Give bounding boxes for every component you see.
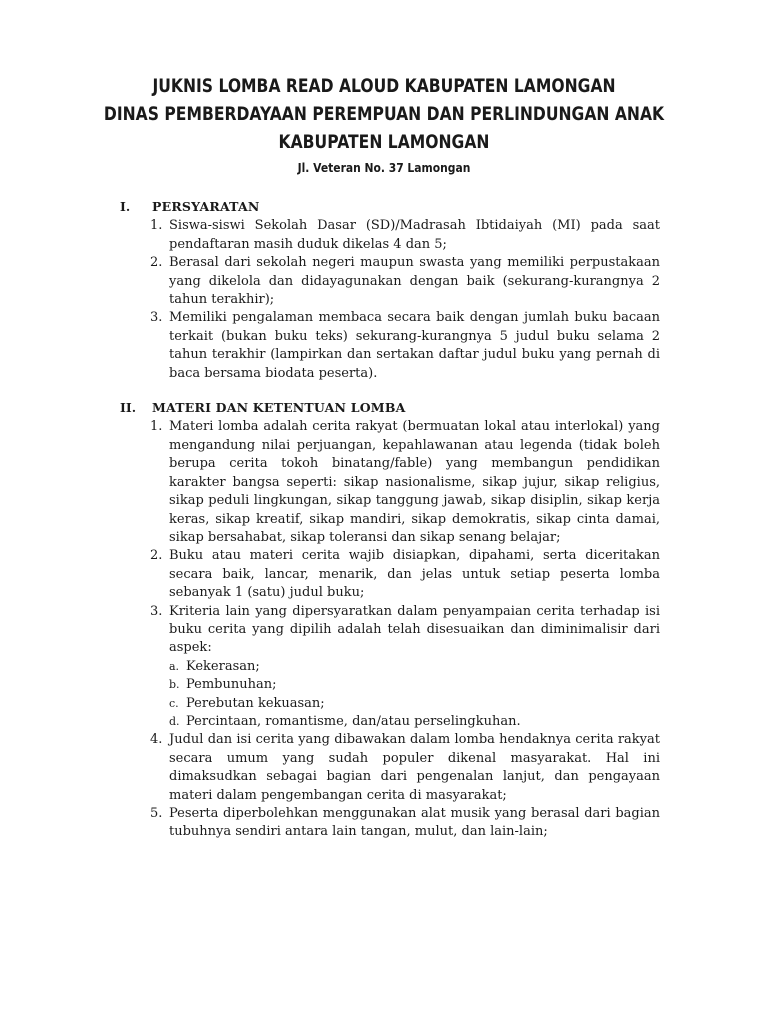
title-line-1: JUKNIS LOMBA READ ALOUD KABUPATEN LAMONGAN xyxy=(152,75,616,97)
rules-list xyxy=(120,418,660,841)
list-item xyxy=(150,805,660,842)
item-number: 1. xyxy=(150,419,163,435)
sub-item xyxy=(169,658,660,676)
sub-item-text: Percintaan, romantisme, dan/atau perselingkuhan. xyxy=(186,713,521,729)
item-number: 3. xyxy=(150,310,163,326)
item-text: Materi lomba adalah cerita rakyat (bermuatan lokal atau interlokal) yang mengandung nilai perjuangan, kepahlawanan atau legenda (tidak boleh berupa cerita tokoh binatang/fable) yang membangun pendidikan karakter bangsa seperti: sikap nasionalisme, sikap jujur, sikap religius, sikap peduli lingkungan, sikap tanggung jawab, sikap disiplin, sikap kerja keras, sikap kreatif, sikap mandiri, sikap demokratis, sikap cinta damai, sikap bersahabat, sikap toleransi dan sikap senang belajar; xyxy=(169,419,660,545)
section-number: I. xyxy=(120,199,131,214)
sub-item-text: Pembunuhan; xyxy=(186,677,277,693)
sub-item xyxy=(169,676,660,694)
list-item xyxy=(150,418,660,547)
item-text: Judul dan isi cerita yang dibawakan dalam lomba hendaknya cerita rakyat secara umum yang sudah populer dikenal masyarakat. Hal ini dimaksudkan sebagai bagian dari pengenalan lanjut, dan pengayaan materi dalam pengembangan cerita di masyarakat; xyxy=(169,732,660,803)
sub-item-letter: a. xyxy=(169,659,180,673)
document-body xyxy=(120,198,660,858)
item-text: Buku atau materi cerita wajib disiapkan, dipahami, serta diceritakan secara baik, lancar, menarik, dan jelas untuk setiap peserta lomba sebanyak 1 (satu) judul buku; xyxy=(169,548,660,601)
list-item xyxy=(150,547,660,602)
section-title: PERSYARATAN xyxy=(152,199,260,214)
section-persyaratan xyxy=(120,198,660,383)
list-item xyxy=(150,254,660,309)
item-text: Berasal dari sekolah negeri maupun swasta yang memiliki perpustakaan yang dikelola dan didayagunakan dengan baik (sekurang-kurangnya 2 tahun terakhir); xyxy=(169,255,660,308)
title-line-2: DINAS PEMBERDAYAAN PEREMPUAN DAN PERLINDUNGAN ANAK xyxy=(103,103,665,125)
section-heading xyxy=(120,198,660,216)
item-number: 5. xyxy=(150,806,163,821)
list-item xyxy=(150,603,660,732)
item-number: 3. xyxy=(150,603,163,619)
section-number: II. xyxy=(120,400,137,416)
list-item xyxy=(150,309,660,383)
section-title: MATERI DAN KETENTUAN LOMBA xyxy=(152,400,406,416)
sub-item-text: Kekerasan; xyxy=(186,658,260,674)
item-text: Siswa-siswi Sekolah Dasar (SD)/Madrasah Ibtidaiyah (MI) pada saat pendaftaran masih duduk dikelas 4 dan 5; xyxy=(169,218,660,252)
address-line: Jl. Veteran No. 37 Lamongan xyxy=(297,160,471,175)
sub-item-letter: d. xyxy=(169,714,180,728)
section-materi xyxy=(120,399,660,842)
sub-item xyxy=(169,695,660,713)
item-number: 2. xyxy=(150,548,163,564)
sub-item-letter: b. xyxy=(169,678,180,692)
sub-item-text: Perebutan kekuasan; xyxy=(186,695,325,711)
requirement-list xyxy=(120,217,660,383)
sub-item-letter: c. xyxy=(169,696,179,710)
item-number: 2. xyxy=(150,255,163,271)
sub-item xyxy=(169,713,660,731)
section-heading xyxy=(120,399,660,417)
item-text: Memiliki pengalaman membaca secara baik dengan jumlah buku bacaan terkait (bukan buku teks) sekurang-kurangnya 5 judul buku selama 2 tahun terakhir (lampirkan dan sertakan daftar judul buku yang pernah di baca bersama biodata peserta). xyxy=(169,310,660,381)
item-number: 4. xyxy=(150,732,163,748)
item-number: 1. xyxy=(150,218,163,234)
item-text: Kriteria lain yang dipersyaratkan dalam penyampaian cerita terhadap isi buku cerita yang dipilih adalah telah disesuaikan dan diminimalisir dari aspek: xyxy=(169,603,660,656)
title-line-3: KABUPATEN LAMONGAN xyxy=(278,131,490,153)
list-item xyxy=(150,217,660,254)
item-text: Peserta diperbolehkan menggunakan alat musik yang berasal dari bagian tubuhnya sendiri antara lain tangan, mulut, dan lain-lain; xyxy=(169,806,660,840)
aspect-sublist xyxy=(169,658,660,732)
document-header xyxy=(0,72,768,178)
list-item xyxy=(150,731,660,805)
